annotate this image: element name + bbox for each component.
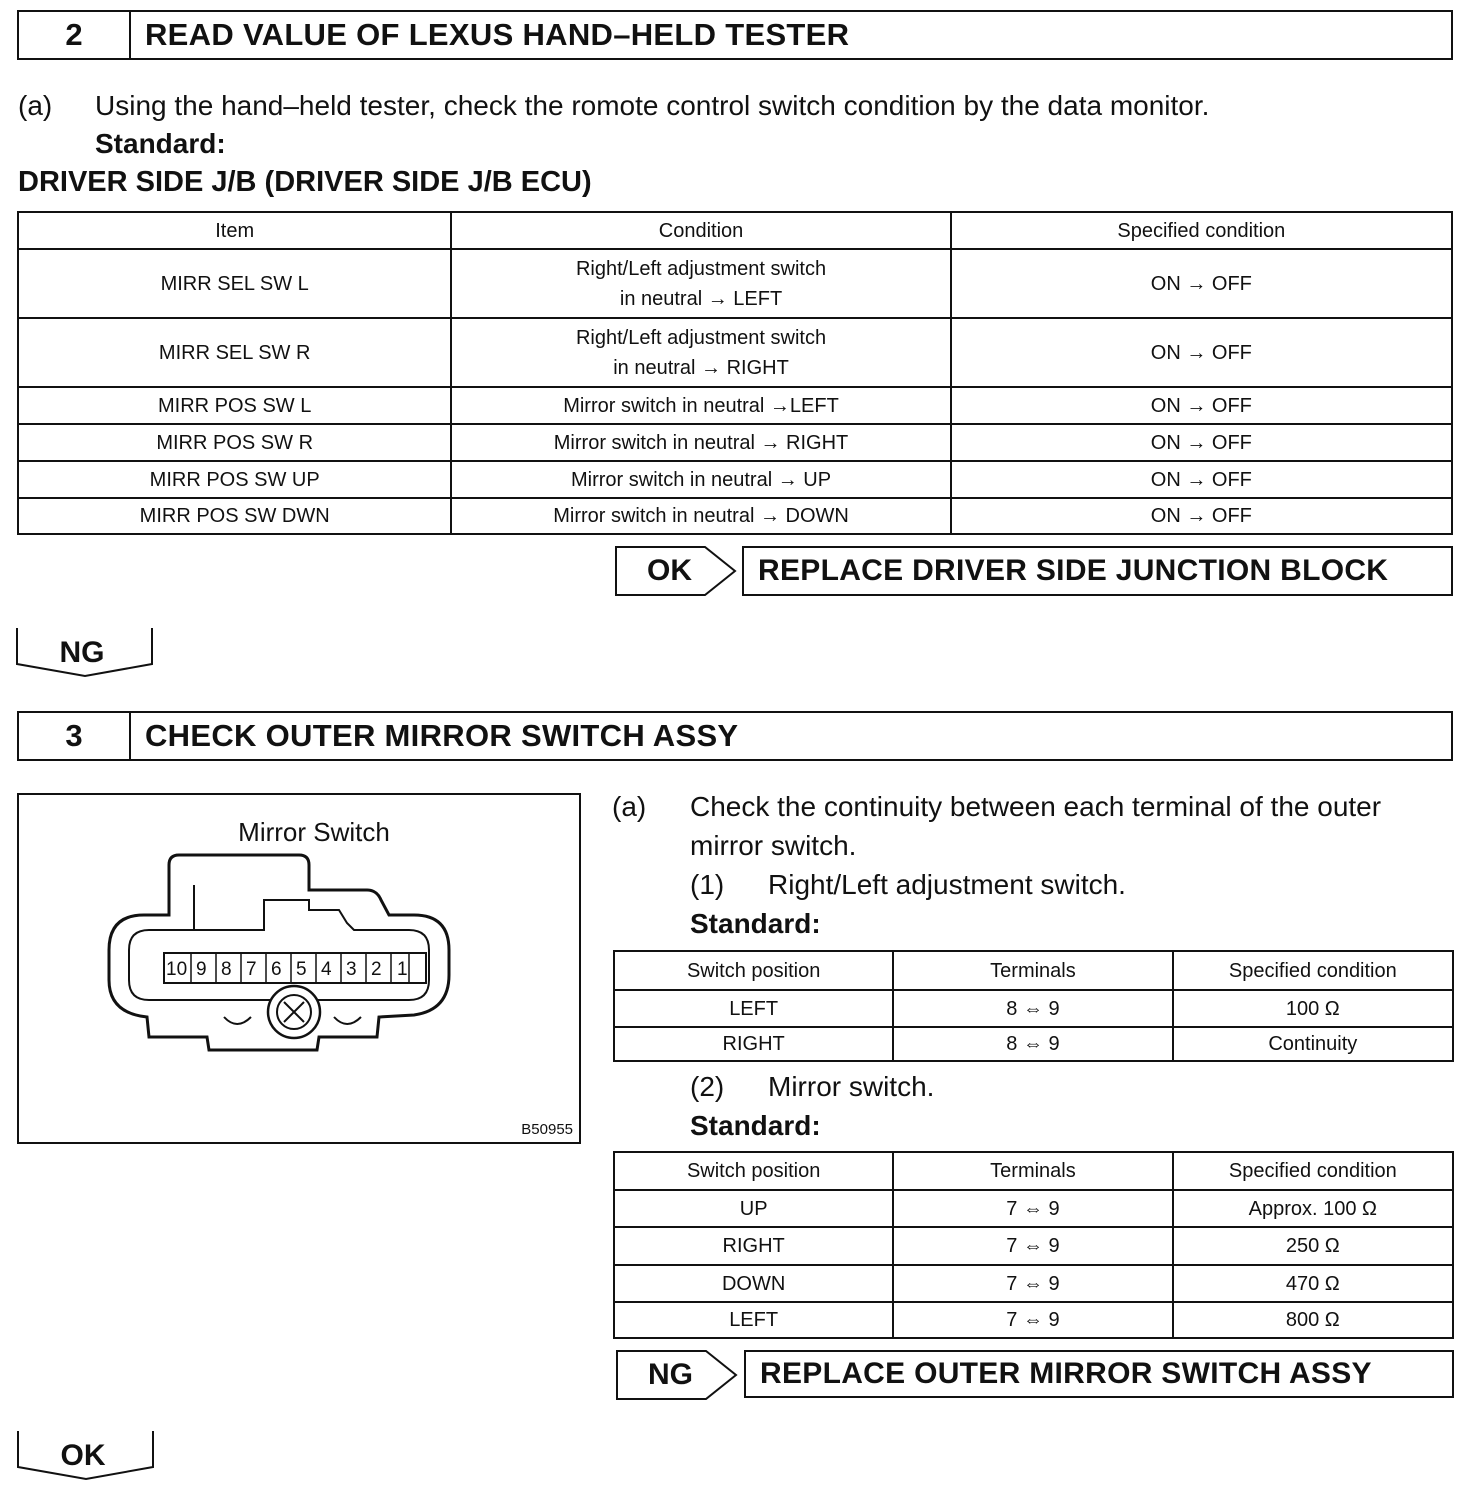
row-position: RIGHT [614, 1227, 893, 1265]
row-terminals: 7 ⇔ 9 [893, 1265, 1172, 1302]
step-3-title: CHECK OUTER MIRROR SWITCH ASSY [145, 718, 739, 753]
row-item: MIRR SEL SW L [18, 249, 451, 318]
table-row [614, 990, 1453, 1027]
row-item: MIRR POS SW R [18, 424, 451, 461]
step-3-sub1-label: (1) [690, 869, 725, 900]
pin-label: 8 [221, 959, 232, 980]
mirror-switch-table [613, 1151, 1454, 1339]
row-spec: ON → OFF [951, 387, 1452, 424]
ok-tab [17, 1431, 155, 1481]
row-position: LEFT [614, 990, 893, 1027]
row-condition-line2: in neutral → RIGHT [613, 356, 789, 379]
pin-label: 10 [166, 959, 188, 980]
pin-label: 7 [246, 959, 257, 980]
row-condition-line2: in neutral → LEFT [619, 287, 783, 310]
row-condition-line1: Right/Left adjustment switch [575, 326, 827, 349]
row-spec: Approx. 100 Ω [1173, 1190, 1453, 1227]
row-position: RIGHT [614, 1027, 893, 1061]
ok-result-arrow [615, 546, 737, 596]
header-terminals: Terminals [893, 951, 1172, 990]
row-spec: 470 Ω [1173, 1265, 1453, 1302]
step-2-a-label: (a) [18, 90, 53, 121]
ng-action-box: REPLACE OUTER MIRROR SWITCH ASSY [744, 1350, 1454, 1398]
row-spec: ON → OFF [951, 498, 1452, 534]
table-row [18, 387, 1452, 424]
row-position: LEFT [614, 1302, 893, 1338]
header-specified-condition: Specified condition [951, 212, 1452, 249]
table-row [18, 318, 1452, 387]
step-3-sub2-label: (2) [690, 1071, 725, 1102]
row-item: MIRR SEL SW R [18, 318, 451, 387]
row-condition-line1: Right/Left adjustment switch [575, 257, 827, 280]
step-2-title: READ VALUE OF LEXUS HAND–HELD TESTER [145, 17, 850, 52]
pin-label: 2 [371, 959, 382, 980]
figure-code: B50955 [521, 1121, 573, 1138]
table-row [18, 249, 1452, 318]
row-terminals: 7 ⇔ 9 [893, 1302, 1172, 1338]
table-row [614, 1027, 1453, 1061]
pin-label: 5 [296, 959, 307, 980]
row-terminals: 8 ⇔ 9 [893, 1027, 1172, 1061]
table-header-row [614, 951, 1453, 990]
header-switch-position: Switch position [614, 951, 893, 990]
row-spec: ON → OFF [951, 424, 1452, 461]
ng-result-arrow [616, 1350, 738, 1400]
ok-label: OK [60, 1439, 106, 1472]
table-header-row [18, 212, 1452, 249]
table-row [18, 498, 1452, 534]
row-condition: Mirror switch in neutral →LEFT [451, 387, 950, 424]
step-2-header [17, 10, 1453, 60]
ok-action-box: REPLACE DRIVER SIDE JUNCTION BLOCK [742, 546, 1453, 596]
row-condition: Mirror switch in neutral → DOWN [451, 498, 950, 534]
table-row [18, 424, 1452, 461]
pin-label: 3 [346, 959, 357, 980]
header-switch-position: Switch position [614, 1152, 893, 1190]
header-condition: Condition [451, 212, 950, 249]
row-spec: ON → OFF [951, 249, 1452, 318]
pin-label: 6 [271, 959, 282, 980]
adjust-switch-table [613, 950, 1454, 1062]
table-row [614, 1302, 1453, 1338]
pin-label: 9 [196, 959, 207, 980]
header-terminals: Terminals [893, 1152, 1172, 1190]
ng-tab [16, 628, 154, 678]
row-spec: 800 Ω [1173, 1302, 1453, 1338]
row-spec: 100 Ω [1173, 990, 1453, 1027]
step-3-standard-2: Standard: [690, 1110, 821, 1141]
step-2-number: 2 [19, 12, 131, 58]
row-condition [451, 249, 950, 318]
mirror-switch-figure [17, 793, 581, 1144]
step-3-header [17, 711, 1453, 761]
step-3-a-label: (a) [612, 791, 647, 822]
table-row [614, 1227, 1453, 1265]
row-item: MIRR POS SW L [18, 387, 451, 424]
table-row [614, 1265, 1453, 1302]
pin-label: 1 [397, 959, 408, 980]
row-item: MIRR POS SW UP [18, 461, 451, 498]
ng-label: NG [648, 1358, 693, 1391]
pin-label: 4 [321, 959, 332, 980]
step-3-standard-1: Standard: [690, 908, 821, 939]
step-2-a-text: Using the hand–held tester, check the romote control switch condition by the data monitor. [95, 90, 1210, 121]
pin-labels [164, 956, 426, 986]
row-spec: Continuity [1173, 1027, 1453, 1061]
row-spec: ON → OFF [951, 318, 1452, 387]
row-spec: 250 Ω [1173, 1227, 1453, 1265]
row-condition: Mirror switch in neutral → UP [451, 461, 950, 498]
table-row [18, 461, 1452, 498]
header-specified-condition: Specified condition [1173, 951, 1453, 990]
step-3-a-text-line2: mirror switch. [690, 830, 857, 861]
table-header-row [614, 1152, 1453, 1190]
ng-label: NG [59, 636, 105, 669]
tester-data-table [17, 211, 1453, 535]
step-3-sub1-text: Right/Left adjustment switch. [768, 869, 1126, 900]
row-position: UP [614, 1190, 893, 1227]
row-item: MIRR POS SW DWN [18, 498, 451, 534]
header-specified-condition: Specified condition [1173, 1152, 1453, 1190]
row-spec: ON → OFF [951, 461, 1452, 498]
figure-title: Mirror Switch [238, 817, 390, 847]
step-3-a-text-line1: Check the continuity between each terminal of the outer [690, 791, 1382, 822]
step-2-table-title: DRIVER SIDE J/B (DRIVER SIDE J/B ECU) [18, 166, 592, 198]
row-condition: Mirror switch in neutral → RIGHT [451, 424, 950, 461]
row-terminals: 8 ⇔ 9 [893, 990, 1172, 1027]
row-terminals: 7 ⇔ 9 [893, 1227, 1172, 1265]
row-terminals: 7 ⇔ 9 [893, 1190, 1172, 1227]
row-condition [451, 318, 950, 387]
ok-label: OK [647, 554, 692, 587]
row-position: DOWN [614, 1265, 893, 1302]
step-3-sub2-text: Mirror switch. [768, 1071, 935, 1102]
step-3-number: 3 [19, 713, 131, 759]
table-row [614, 1190, 1453, 1227]
header-item: Item [18, 212, 451, 249]
step-2-standard: Standard: [95, 128, 226, 159]
